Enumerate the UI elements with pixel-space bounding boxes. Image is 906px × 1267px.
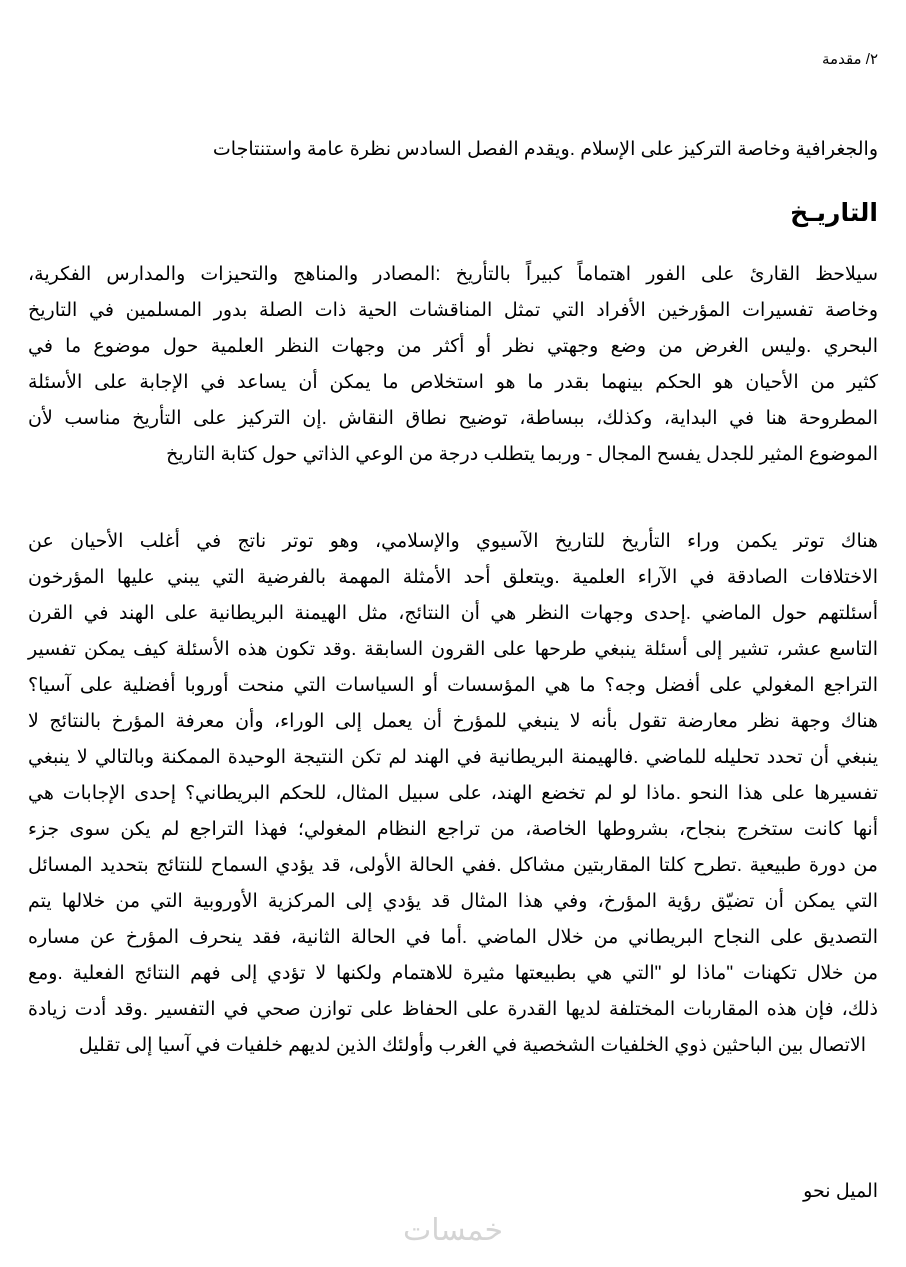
- paragraph-line: البحري .وليس الغرض من وضع وجهتي نظر أو أكثر من وجهات النظر العلمية حول موضوع ما في: [28, 336, 878, 357]
- paragraph-line: التي يمكن أن تضيّق رؤية المؤرخ، وفي هذا المثال قد يؤدي إلى المركزية الأوروبية التي من خلالها يتم: [28, 891, 878, 912]
- paragraph-line: سيلاحظ القارئ على الفور اهتماماً كبيراً بالتأريخ :المصادر والمناهج والتحيزات والمدارس الفكرية،: [28, 264, 878, 285]
- page-header: ٢/ مقدمة: [822, 51, 878, 68]
- paragraph-line: المطروحة هنا في البداية، وكذلك، ببساطة، توضيح نطاق النقاش .إن التركيز على التأريخ مناسب لأن: [28, 408, 878, 429]
- section-heading: التاريـخ: [790, 199, 878, 227]
- paragraph-line: ينبغي أن تحدد تحليله للماضي .فالهيمنة البريطانية في الهند لم تكن النتيجة الوحيدة الممكنة وبالتالي لا ينبغي: [28, 747, 878, 768]
- paragraph-line: الاختلافات الصادقة في الآراء العلمية .ويتعلق أحد الأمثلة المهمة بالفرضية التي يبني عليها المؤرخون: [28, 567, 878, 588]
- paragraph-line: أنها كانت ستخرج بنجاح، بشروطها الخاصة، من تراجع النظام المغولي؛ فهذا التراجع لم يكن سوى جزء: [28, 819, 878, 840]
- paragraph-line: التاسع عشر، تشير إلى أسئلة ينبغي طرحها على القرون السابقة .وقد تكون هذه الأسئلة كيف يمكن تفسير: [28, 639, 878, 660]
- paragraph-line: هناك توتر يكمن وراء التأريخ للتاريخ الآسيوي والإسلامي، وهو توتر ناتج في أغلب الأحيان عن: [28, 531, 878, 552]
- watermark-logo: خمسات: [402, 1214, 504, 1247]
- paragraph-line: التراجع المغولي على أفضل وجه؟ ما هي المؤسسات أو السياسات التي منحت أوروبا أفضلية على آسيا؟: [28, 675, 878, 696]
- paragraph-line: تفسيرها على هذا النحو .ماذا لو لم تخضع الهند، على سبيل المثال، للحكم البريطاني؟ إحدى الإجابات هي: [28, 783, 878, 804]
- paragraph-line: ذلك، فإن هذه المقاربات المختلفة لديها القدرة على الحفاظ على توازن صحي في التفسير .وقد أدت زيادة: [28, 999, 878, 1020]
- paragraph-line: وخاصة تفسيرات المؤرخين الأفراد التي تمثل المناقشات الحية ذات الصلة بدور المسلمين في التاريخ: [28, 300, 878, 321]
- paragraph-line: الموضوع المثير للجدل يفسح المجال - وربما يتطلب درجة من الوعي الذاتي حول كتابة التاريخ: [166, 444, 878, 465]
- paragraph-line: كثير من الأحيان هو الحكم بينهما بقدر ما هو استخلاص ما يمكن أن يساعد في الإجابة على الأسئلة: [28, 372, 878, 393]
- paragraph-line: هناك وجهة نظر معارضة تقول بأنه لا ينبغي للمؤرخ أن يعمل إلى الوراء، وأن معرفة المؤرخ بالنتائج لا: [28, 711, 878, 732]
- paragraph-line: الاتصال بين الباحثين ذوي الخلفيات الشخصية في الغرب وأولئك الذين لديهم خلفيات في آسيا إلى تقليل: [78, 1035, 866, 1056]
- trailing-line: الميل نحو: [803, 1181, 878, 1202]
- intro-line: والجغرافية وخاصة التركيز على الإسلام .ويقدم الفصل السادس نظرة عامة واستنتاجات: [212, 139, 878, 160]
- paragraph-line: التصديق على النجاح البريطاني من خلال الماضي .أما في الحالة الثانية، فقد ينحرف المؤرخ عن مساره: [28, 927, 878, 948]
- paragraph-line: من دورة طبيعية .تطرح كلتا المقاربتين مشاكل .ففي الحالة الأولى، قد يؤدي السماح للنتائج بتحديد المسائل: [28, 855, 878, 876]
- paragraph-line: أسئلتهم حول الماضي .إحدى وجهات النظر هي أن النتائج، مثل الهيمنة البريطانية على الهند في القرن: [28, 603, 878, 624]
- paragraph-line: من خلال تكهنات "ماذا لو "التي هي بطبيعتها مثيرة للاهتمام ولكنها لا تؤدي إلى فهم النتائج الفعلية .ومع: [28, 963, 878, 984]
